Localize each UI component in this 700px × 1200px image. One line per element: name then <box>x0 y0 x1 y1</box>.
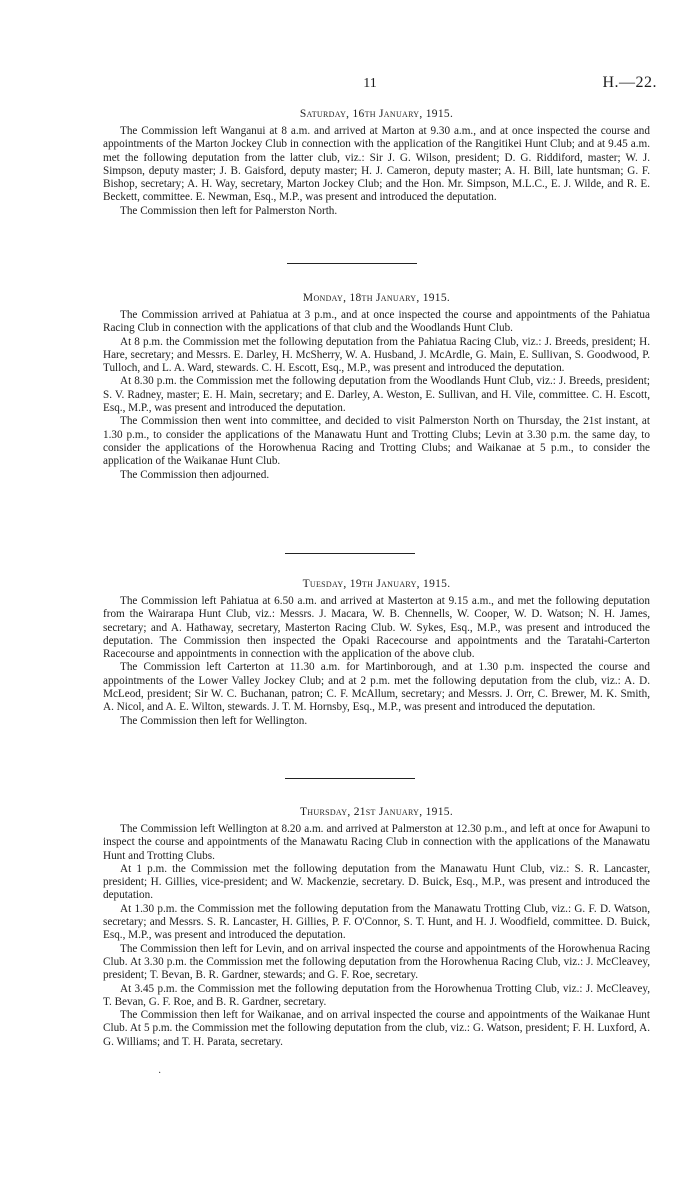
paragraph: The Commission then left for Waikanae, and on arrival inspected the course and appointments of the Waikanae Hunt Club. At 5 p.m. the Commission met the following deputation from the club, viz.: G. Watson, president; F. H. Luxford, A. G. Williams; and T. H. Parata, secretary. <box>103 1009 650 1048</box>
section-saturday <box>103 108 650 218</box>
paragraph: At 8.30 p.m. the Commission met the following deputation from the Woodlands Hunt Club, viz.: J. Breeds, president; S. V. Radney, master; E. H. Main, secretary; and E. Darley, A. Weston, E. Sullivan, and H. Vile, committee. C. H. Escott, Esq., M.P., was present and introduced the deputation. <box>103 375 650 415</box>
section-heading: Thursday, 21st January, 1915. <box>299 806 453 818</box>
paragraph: The Commission left Carterton at 11.30 a.m. for Martinborough, and at 1.30 p.m. inspected the course and appointments of the Lower Valley Jockey Club; and at 2 p.m. met the following deputation from the club, viz.: A. D. McLeod, president; Sir W. C. Buchanan, patron; C. F. McAllum, secretary; and Messrs. J. Orr, C. Brewer, M. K. Smith, A. Nicol, and A. E. Wilton, stewards. J. T. M. Hornsby, Esq., M.P., was present and introduced the deputation. <box>103 661 650 714</box>
section-thursday <box>103 806 650 1049</box>
paragraph: The Commission then left for Levin, and on arrival inspected the course and appointments of the Horowhenua Racing Club. At 3.30 p.m. the Commission met the following deputation from the Horowhenua Racing Club, viz.: J. McCleavey, president; T. Bevan, B. R. Gardner, stewards; and G. F. Roe, secretary. <box>103 942 650 982</box>
print-speck: · <box>158 1068 162 1079</box>
paragraph: At 1 p.m. the Commission met the following deputation from the Manawatu Hunt Club, viz.: S. R. Lancaster, president; H. Gillies, vice-president; and W. Mackenzie, secretary. D. Buick, Esq., M.P., was present and introduced the deputation. <box>103 862 650 902</box>
paragraph: The Commission left Wanganui at 8 a.m. and arrived at Marton at 9.30 a.m., and at once inspected the course and appointments of the Marton Jockey Club in connection with the application of the Rangitikei Hunt Club; and at 9.45 a.m. met the following deputation from the latter club, viz.: Sir J. G. Wilson, president; D. G. Riddiford, master; W. J. Simpson, deputy master; J. B. Gaisford, deputy master; H. J. Cameron, deputy master; A. H. Bill, late huntsman; G. F. Bishop, secretary; A. H. Way, secretary, Marton Jockey Club; and the Hon. Mr. Simpson, M.L.C., E. J. Wilde, and R. E. Beckett, committee. E. Newman, Esq., M.P., was present and introduced the deputation. <box>103 125 650 204</box>
section-heading: Monday, 18th January, 1915. <box>302 292 451 304</box>
section-heading: Saturday, 16th January, 1915. <box>299 108 454 120</box>
section-divider <box>285 778 415 779</box>
paragraph: The Commission left Wellington at 8.20 a.m. and arrived at Palmerston at 12.30 p.m., and left at once for Awapuni to inspect the course and appointments of the Manawatu Racing Club in connection with the applications of the Manawatu Hunt and Trotting Clubs. <box>103 823 650 862</box>
document-reference: H.—22. <box>602 74 657 91</box>
section-divider <box>287 263 417 264</box>
paragraph: At 1.30 p.m. the Commission met the following deputation from the Manawatu Trotting Club, viz.: G. F. D. Watson, secretary; and Messrs. S. R. Lancaster, H. Gillies, P. F. O'Connor, S. T. Hunt, and H. J. Woodfield, committee. D. Buick, Esq., M.P., was present and introduced the deputation. <box>103 902 650 942</box>
section-monday <box>103 292 650 482</box>
section-divider <box>285 553 415 554</box>
paragraph: The Commission then left for Palmerston North. <box>120 204 338 217</box>
section-heading: Tuesday, 19th January, 1915. <box>302 578 451 590</box>
paragraph: The Commission left Pahiatua at 6.50 a.m. and arrived at Masterton at 9.15 a.m., and met the following deputation from the Wairarapa Hunt Club, viz.: Messrs. J. Macara, W. B. Chennells, W. Cooper, W. D. Watson; N. H. James, secretary; and A. Hathaway, secretary, Masterton Racing Club. W. Sykes, Esq., M.P., was present and introduced the deputation. The Commission then inspected the Opaki Racecourse and appointments and the Taratahi-Carterton Racecourse and appointments in connection with the application of the above club. <box>103 595 650 661</box>
paragraph: At 8 p.m. the Commission met the following deputation from the Pahiatua Racing Club, viz.: J. Breeds, president; H. Hare, secretary; and Messrs. E. Darley, H. McSherry, W. A. Husband, J. McArdle, G. Main, E. Sullivan, S. Goodwood, P. Tulloch, and L. A. Ward, stewards. C. H. Escott, Esq., M.P., was present and introduced the deputation. <box>103 335 650 375</box>
paragraph: At 3.45 p.m. the Commission met the following deputation from the Horowhenua Trotting Club, viz.: J. McCleavey, T. Bevan, G. F. Roe, and B. R. Gardner, secretary. <box>103 982 650 1008</box>
page-number: 11 <box>363 76 377 91</box>
paragraph: The Commission then left for Wellington. <box>120 714 308 727</box>
section-tuesday <box>103 578 650 728</box>
paragraph: The Commission then went into committee, and decided to visit Palmerston North on Thursday, the 21st instant, at 1.30 p.m., to consider the applications of the Manawatu Hunt and Trotting Clubs; Levin at 3.30 p.m. the same day, to consider the applications of the Horowhenua Racing and Trotting Clubs; and Waikanae at 5 p.m., to consider the application of the Waikanae Hunt Club. <box>103 415 650 468</box>
paragraph: The Commission arrived at Pahiatua at 3 p.m., and at once inspected the course and appointments of the Pahiatua Racing Club in connection with the applications of that club and the Woodlands Hunt Club. <box>103 309 650 335</box>
paragraph: The Commission then adjourned. <box>120 468 270 481</box>
